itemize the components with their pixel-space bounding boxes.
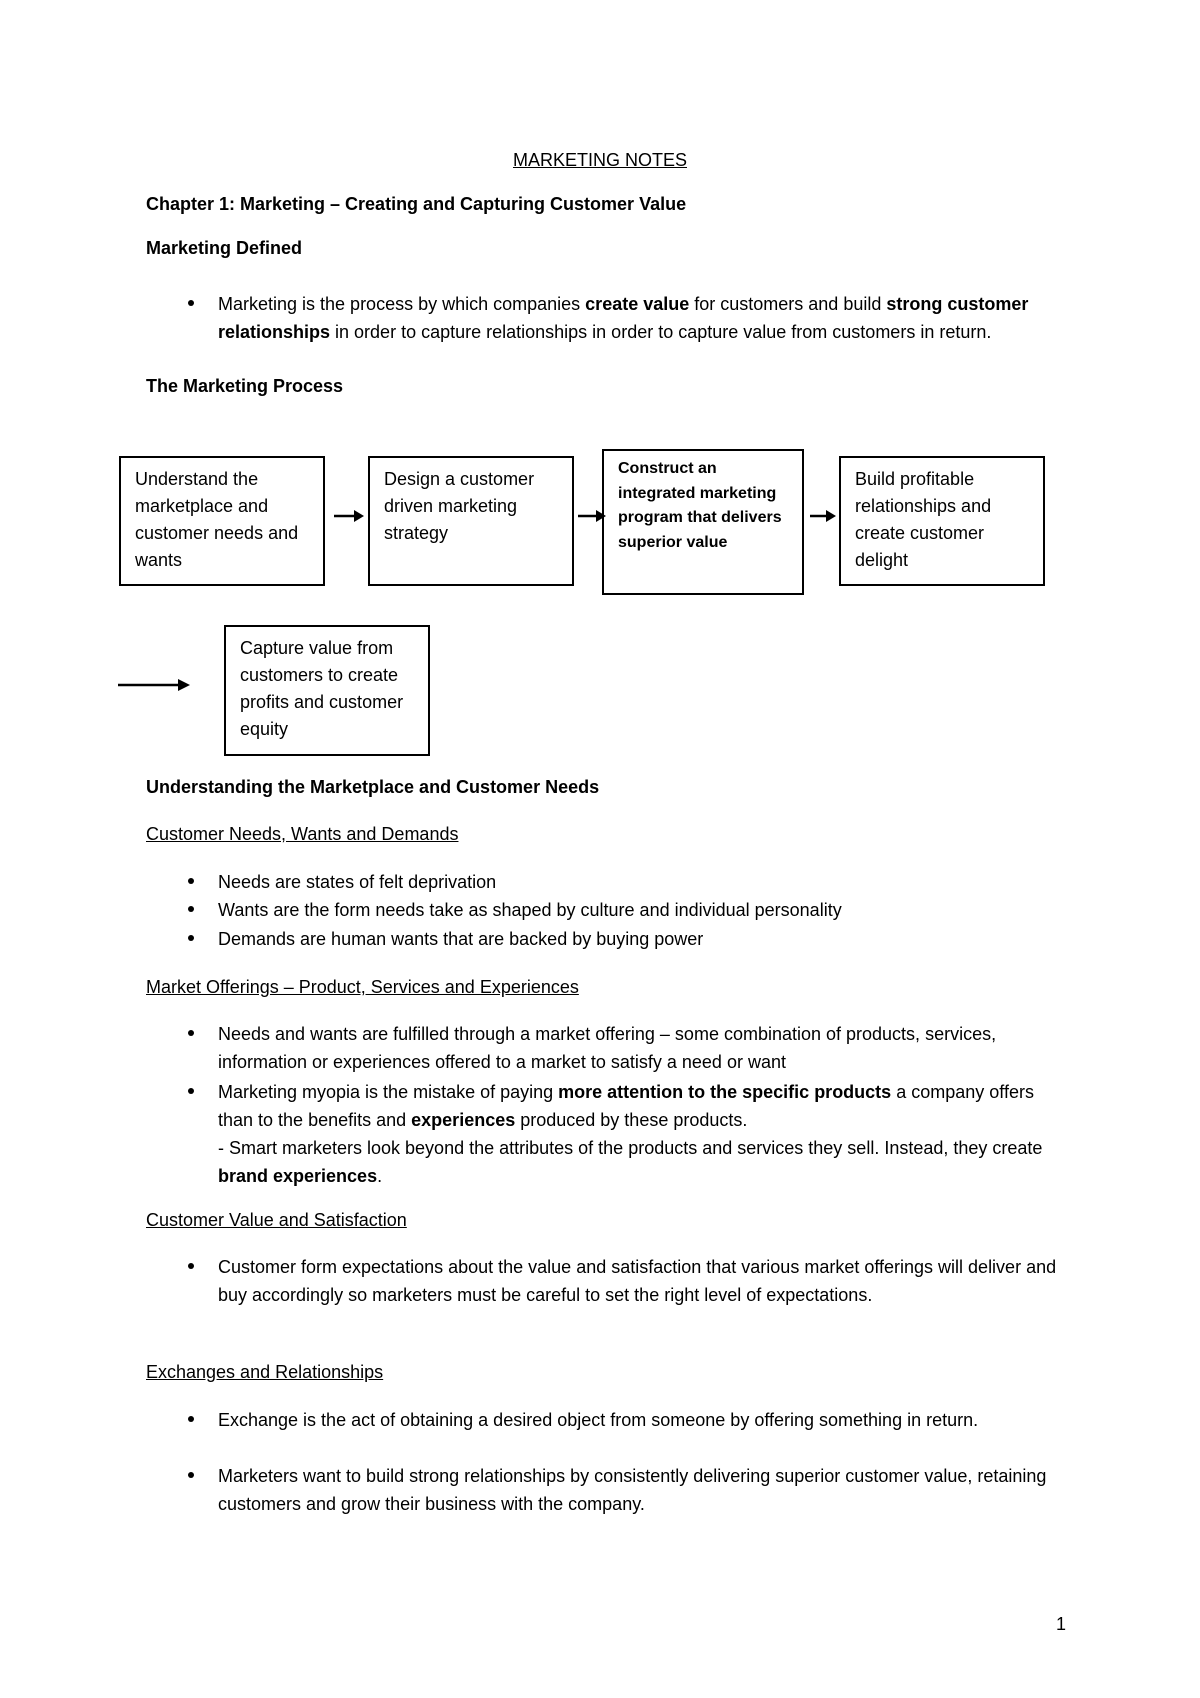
chapter-heading: Chapter 1: Marketing – Creating and Capturing Customer Value [146,194,687,214]
bullet-icon [188,935,194,941]
text-run: Marketing myopia is the mistake of paying [218,1082,559,1102]
process-box-design: Design a customer driven marketing strategy [368,456,574,586]
bullet-icon [188,1088,194,1094]
document-title: MARKETING NOTES [512,150,687,170]
bullet-icon [188,878,194,884]
text-run: Marketing is the process by which companies [218,294,586,314]
marketing-process-heading: The Marketing Process [146,376,344,396]
understanding-heading: Understanding the Marketplace and Customer Needs [146,777,600,797]
needs-subheading: Customer Needs, Wants and Demands [146,824,459,844]
process-box-capture: Capture value from customers to create profits and customer equity [224,625,430,756]
needs-bullet: Needs are states of felt deprivation [218,872,497,892]
process-box-understand: Understand the marketplace and customer needs and wants [119,456,325,586]
arrow-right-icon [118,677,190,693]
bold-text-run: create value [585,294,690,314]
exchanges-subheading: Exchanges and Relationships [146,1362,384,1382]
bullet-icon [188,1416,194,1422]
bullet-icon [188,1263,194,1269]
value-bullet: Customer form expectations about the value and satisfaction that various market offerings will deliver and buy accordingly so marketers must be careful to set the right level of expectations. [218,1257,1057,1305]
value-subheading: Customer Value and Satisfaction [146,1210,407,1230]
process-box-build: Build profitable relationships and create customer delight [839,456,1045,586]
arrow-right-icon [810,508,836,524]
bold-text-run: experiences [411,1110,516,1130]
exchange-bullet: Exchange is the act of obtaining a desired object from someone by offering something in return. [218,1410,979,1430]
offerings-bullet: Needs and wants are fulfilled through a market offering – some combination of products, services, information or experiences offered to a market to satisfy a need or want [218,1024,997,1072]
bold-text-run: more attention to the specific products [558,1082,892,1102]
process-box-construct: Construct an integrated marketing program that delivers superior value [602,449,804,595]
bullet-icon [188,1030,194,1036]
text-run: - Smart marketers look beyond the attributes of the products and services they sell. Instead, they create [218,1138,1043,1158]
bold-text-run: strong customer relationships [218,294,1029,342]
bullet-icon [188,300,194,306]
page-number: 1 [1055,1614,1066,1634]
demands-bullet: Demands are human wants that are backed by buying power [218,929,704,949]
marketing-definition-bullet [218,290,1068,346]
marketing-defined-heading: Marketing Defined [146,238,303,258]
bullet-icon [188,1472,194,1478]
wants-bullet: Wants are the form needs take as shaped by culture and individual personality [218,900,842,920]
text-run: a company offers than to the benefits and [218,1082,1034,1130]
arrow-right-icon [334,508,364,524]
offerings-subheading: Market Offerings – Product, Services and Experiences [146,977,579,997]
bullet-icon [188,906,194,912]
text-run: for customers and build [689,294,887,314]
bold-text-run: brand experiences [218,1166,378,1186]
text-run: produced by these products. [515,1110,748,1130]
text-run: . [377,1166,383,1186]
text-run: in order to capture relationships in order to capture value from customers in return. [330,322,992,342]
myopia-bullet [218,1078,1068,1190]
relationships-bullet: Marketers want to build strong relationships by consistently delivering superior customer value, retaining customers and grow their business with the company. [218,1466,1047,1514]
